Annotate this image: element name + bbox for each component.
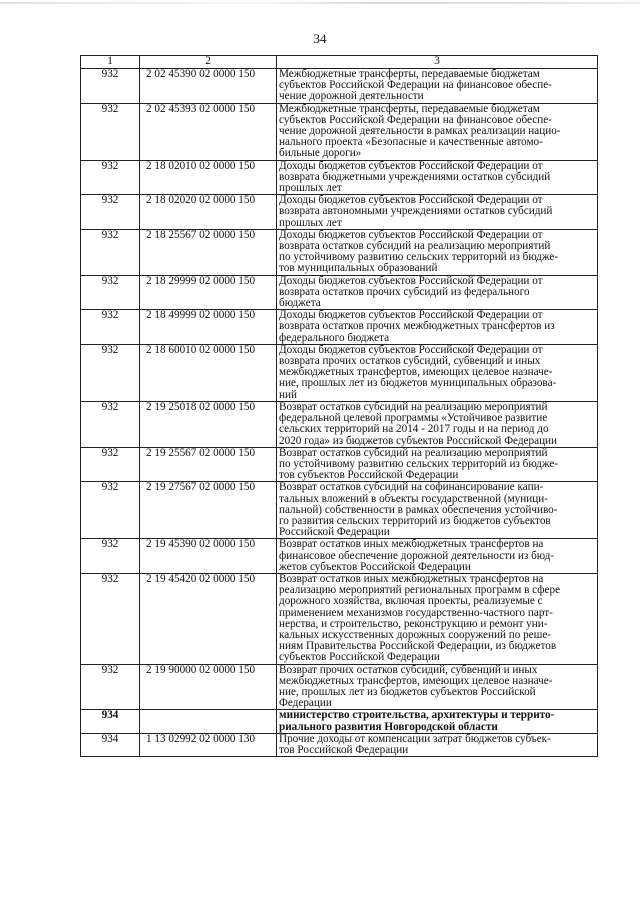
description-line: бильные дороги» [279, 147, 362, 160]
description-line: Прочие доходы от компенсации затрат бюджетов субъек- [279, 732, 551, 745]
column-header-2: 2 [140, 56, 277, 69]
description-line: дорожного хозяйства, включая проекты, реализуемые с [279, 595, 543, 608]
kbk-code-cell: 2 18 02010 02 0000 150 [140, 160, 277, 195]
table-row [81, 69, 598, 104]
description-line: 2020 года» из бюджетов субъектов Российской Федерации [279, 434, 558, 447]
admin-code-cell: 932 [81, 447, 140, 482]
admin-code-cell: 932 [81, 229, 140, 275]
admin-code-cell: 934 [81, 733, 140, 756]
admin-code-cell: 932 [81, 160, 140, 195]
description-line: нального проекта «Безопасные и качественные автомо- [279, 136, 543, 149]
table-row [81, 229, 598, 275]
description-line: применением механизмов государственно-частного парт- [279, 606, 553, 619]
kbk-code-cell: 2 18 60010 02 0000 150 [140, 344, 277, 401]
description-line: тов Российской Федерации [279, 743, 409, 756]
description-line: Доходы бюджетов субъектов Российской Федерации от [279, 194, 543, 207]
kbk-code-cell: 2 19 25567 02 0000 150 [140, 447, 277, 482]
description-cell [277, 344, 598, 401]
kbk-code-cell: 2 19 45390 02 0000 150 [140, 539, 277, 574]
kbk-code-cell: 1 13 02992 02 0000 130 [140, 733, 277, 756]
table-body [81, 56, 598, 757]
admin-code-cell: 932 [81, 103, 140, 160]
kbk-code-cell: 2 19 90000 02 0000 150 [140, 664, 277, 710]
table-row [81, 344, 598, 401]
description-line: возврата остатков прочих субсидий из федерального [279, 285, 530, 298]
table-row [81, 195, 598, 230]
description-cell [277, 733, 598, 756]
kbk-code-cell: 2 18 29999 02 0000 150 [140, 275, 277, 310]
scan-edge-line [0, 2, 640, 4]
description-line: прошлых лет [279, 216, 342, 229]
description-line: тальных вложений в объекты государственной (муници- [279, 492, 548, 505]
description-line: Межбюджетные трансферты, передаваемые бюджетам [279, 68, 540, 80]
description-line: возврата остатков прочих межбюджетных трансфертов из [279, 320, 555, 333]
admin-code-cell: 932 [81, 573, 140, 664]
description-line: Возврат прочих остатков субсидий, субвенций и иных [279, 663, 538, 676]
kbk-code-cell: 2 18 25567 02 0000 150 [140, 229, 277, 275]
description-line: чение дорожной деятельности в рамках реализации нацио- [279, 125, 561, 138]
description-line: Федерации [279, 697, 332, 710]
description-line: ниям Правительства Российской Федерации, из бюджетов [279, 640, 557, 653]
admin-code-cell: 932 [81, 310, 140, 345]
description-line: ние, прошлых лет из бюджетов субъектов Российской [279, 685, 536, 698]
description-line: межбюджетных трансфертов, имеющих целевое назначе- [279, 674, 553, 687]
description-line: Межбюджетные трансферты, передаваемые бюджетам [279, 102, 540, 115]
table-row [81, 275, 598, 310]
description-line: межбюджетных трансфертов, имеющих целевое назначе- [279, 366, 553, 379]
table-row [81, 447, 598, 482]
description-line: сельских территорий на 2014 - 2017 годы и на период до [279, 423, 549, 436]
description-cell [277, 447, 598, 482]
description-line: Возврат остатков субсидий на реализацию мероприятий [279, 446, 548, 459]
description-line: по устойчивому развитию сельских территорий из бюдже- [279, 251, 559, 264]
table-header-row [81, 56, 598, 69]
description-line: пальной) собственности в рамках обеспечения устойчиво- [279, 503, 558, 516]
admin-code-cell: 932 [81, 539, 140, 574]
description-line: реализацию мероприятий региональных программ в сфере [279, 584, 561, 597]
description-line: возврата бюджетными учреждениями остатков субсидий [279, 170, 551, 183]
column-header-1: 1 [81, 56, 140, 69]
description-line: возврата остатков субсидий на реализацию мероприятий [279, 240, 551, 253]
description-line: по устойчивому развитию сельских территорий из бюдже- [279, 457, 559, 470]
description-line: чение дорожной деятельности [279, 90, 424, 103]
description-cell [277, 229, 598, 275]
column-header-3: 3 [277, 56, 598, 69]
kbk-code-cell: 2 19 27567 02 0000 150 [140, 482, 277, 539]
kbk-code-cell: 2 18 49999 02 0000 150 [140, 310, 277, 345]
description-cell [277, 160, 598, 195]
description-line: Доходы бюджетов субъектов Российской Федерации от [279, 343, 543, 356]
description-line: риального развития Новгородской области [279, 720, 498, 733]
admin-code-cell: 932 [81, 195, 140, 230]
description-cell [277, 275, 598, 310]
description-line: возврата автономными учреждениями остатков субсидий [279, 205, 553, 218]
description-cell [277, 401, 598, 447]
table-row [81, 401, 598, 447]
description-line: Доходы бюджетов субъектов Российской Федерации от [279, 228, 543, 241]
kbk-code-cell: 2 18 02020 02 0000 150 [140, 195, 277, 230]
description-line: министерство строительства, архитектуры и террито- [279, 709, 555, 722]
admin-code-cell: 932 [81, 401, 140, 447]
description-line: го развития сельских территорий из бюджетов субъектов [279, 514, 551, 527]
description-cell [277, 69, 598, 104]
table-row [81, 482, 598, 539]
kbk-code-cell: 2 19 45420 02 0000 150 [140, 573, 277, 664]
table-row [81, 573, 598, 664]
table-row [81, 733, 598, 756]
admin-code-cell: 932 [81, 275, 140, 310]
kbk-code-cell: 2 02 45393 02 0000 150 [140, 103, 277, 160]
table-row [81, 310, 598, 345]
admin-code-cell: 932 [81, 69, 140, 104]
description-cell [277, 539, 598, 574]
table-row [81, 160, 598, 195]
description-line: Российской Федерации [279, 526, 390, 539]
description-line: Доходы бюджетов субъектов Российской Федерации от [279, 309, 543, 322]
admin-code-cell: 932 [81, 482, 140, 539]
description-line: возврата прочих остатков субсидий, субвенций и иных [279, 355, 541, 368]
description-line: жетов субъектов Российской Федерации [279, 560, 471, 573]
description-line: Доходы бюджетов субъектов Российской Федерации от [279, 159, 543, 172]
table-row [81, 539, 598, 574]
description-line: Возврат остатков иных межбюджетных трансфертов на [279, 538, 544, 551]
table-row [81, 103, 598, 160]
admin-code-cell: 934 [81, 710, 140, 733]
description-line: кальных искусственных дорожных сооружений по реше- [279, 628, 552, 641]
kbk-code-cell: 2 02 45390 02 0000 150 [140, 69, 277, 104]
description-cell [277, 664, 598, 710]
description-line: прошлых лет [279, 182, 342, 195]
description-line: федерального бюджета [279, 331, 390, 344]
description-line: бюджета [279, 297, 321, 310]
description-line: тов субъектов Российской Федерации [279, 469, 459, 482]
description-line: субъектов Российской Федерации на финансовое обеспе- [279, 113, 552, 126]
kbk-code-cell: 2 19 25018 02 0000 150 [140, 401, 277, 447]
kbk-code-cell [140, 710, 277, 733]
admin-code-cell: 932 [81, 664, 140, 710]
revenue-codes-table [80, 55, 598, 757]
description-cell [277, 710, 598, 733]
description-cell [277, 310, 598, 345]
description-line: Возврат остатков субсидий на софинансирование капи- [279, 481, 544, 494]
description-line: Возврат остатков иных межбюджетных трансфертов на [279, 572, 544, 585]
description-line: Доходы бюджетов субъектов Российской Федерации от [279, 274, 543, 287]
page-number: 34 [313, 31, 327, 46]
description-cell [277, 573, 598, 664]
table-row [81, 710, 598, 733]
description-line: субъектов Российской Федерации [279, 651, 440, 664]
description-line: Возврат остатков субсидий на реализацию мероприятий [279, 400, 548, 413]
description-cell [277, 103, 598, 160]
admin-code-cell: 932 [81, 344, 140, 401]
table-row [81, 664, 598, 710]
description-line: нерства, и строительство, реконструкцию и ремонт уни- [279, 617, 548, 630]
description-line: федеральной целевой программы «Устойчивое развитие [279, 412, 548, 425]
description-cell [277, 482, 598, 539]
description-line: ние, прошлых лет из бюджетов муниципальных образова- [279, 377, 557, 390]
description-line: ний [279, 388, 297, 401]
description-cell [277, 195, 598, 230]
description-line: финансовое обеспечение дорожной деятельности из бюд- [279, 549, 555, 562]
description-line: тов муниципальных образований [279, 262, 438, 275]
description-line: субъектов Российской Федерации на финансовое обеспе- [279, 79, 552, 92]
